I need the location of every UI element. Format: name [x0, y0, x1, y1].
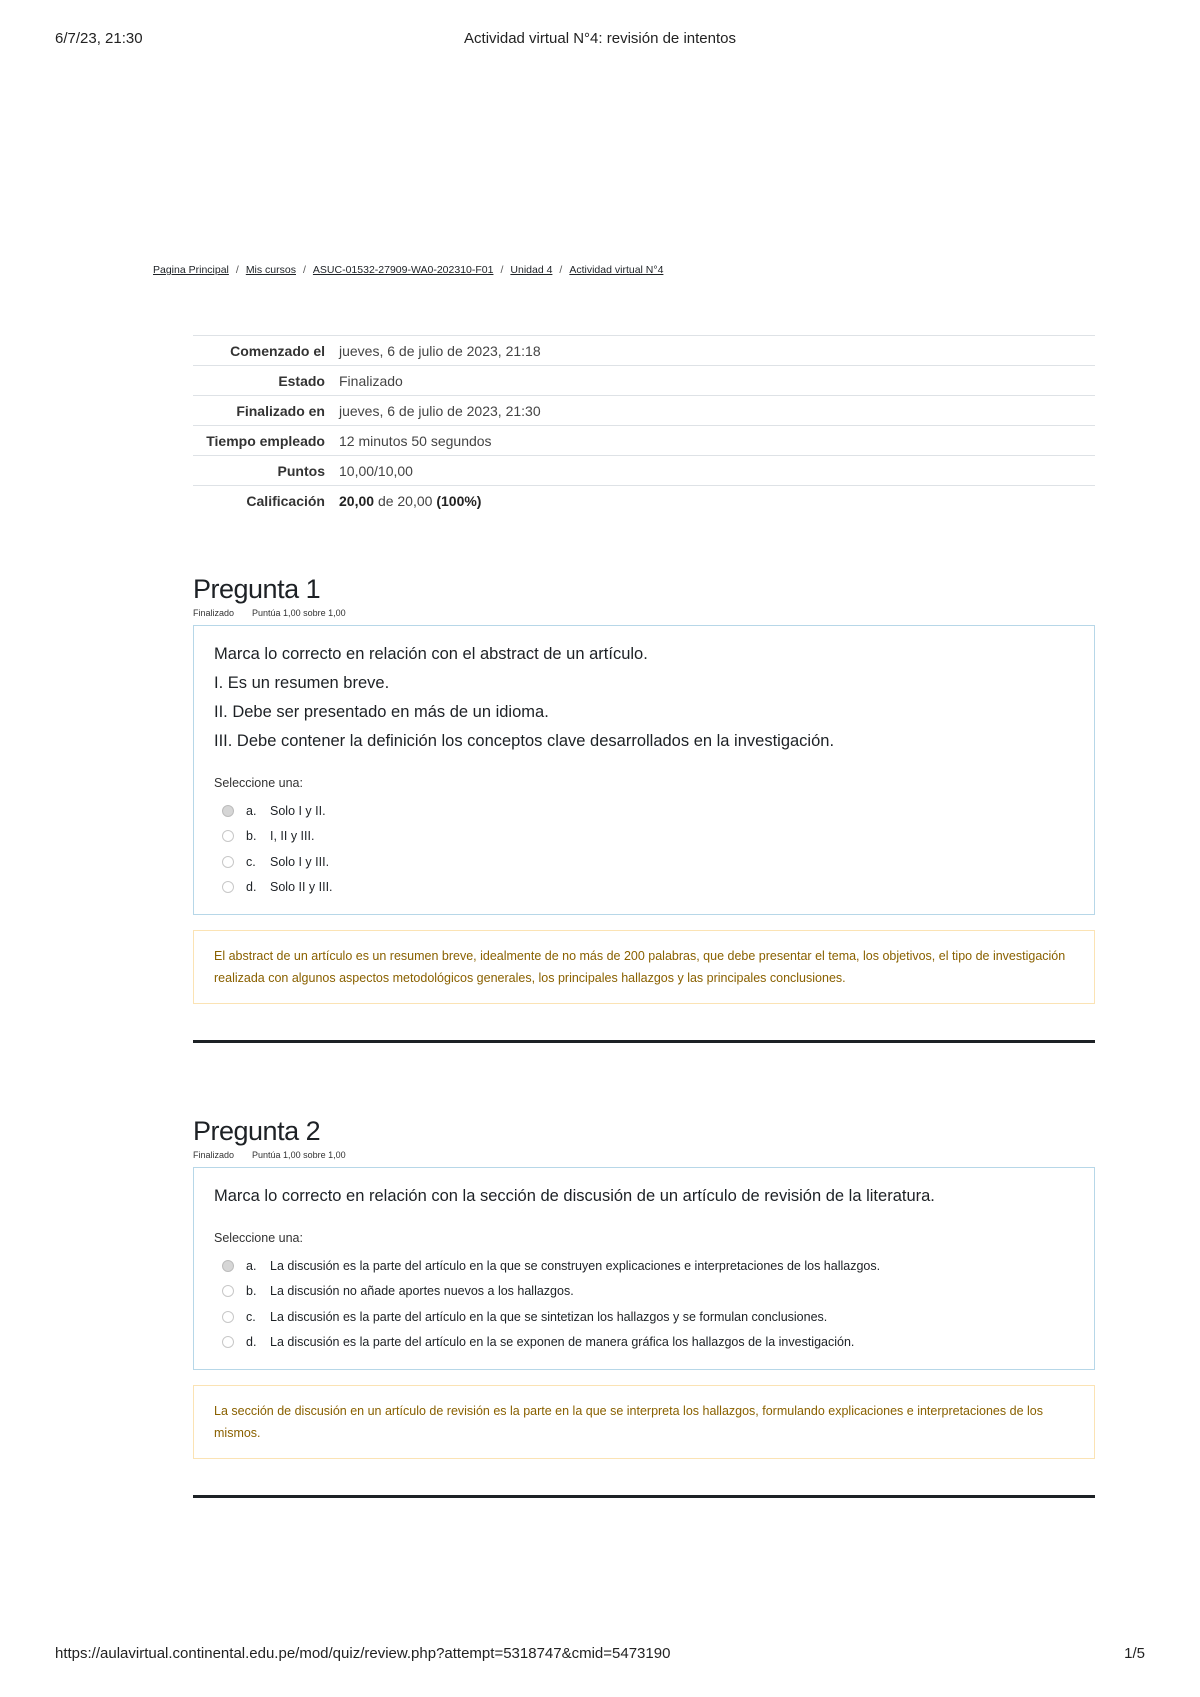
- answer-option-a[interactable]: [222, 798, 1074, 824]
- question-grade: Puntúa 1,00 sobre 1,00: [252, 608, 346, 618]
- question-2: [193, 1116, 1095, 1498]
- print-header: [55, 30, 1145, 52]
- question-text-line: Marca lo correcto en relación con el abstract de un artículo.: [214, 645, 648, 663]
- summary-row-grade: [193, 486, 1095, 516]
- print-page-title: Actividad virtual N°4: revisión de intentos: [464, 30, 736, 47]
- radio-icon[interactable]: [222, 881, 234, 893]
- summary-row-time-taken: [193, 426, 1095, 456]
- summary-label: Estado: [278, 373, 325, 389]
- question-text-line: III. Debe contener la definición los conceptos clave desarrollados en la investigación.: [214, 732, 835, 750]
- summary-row-started: [193, 336, 1095, 366]
- general-feedback: La sección de discusión en un artículo de revisión es la parte en la que se interpreta los hallazgos, formulando explicaciones e interpretaciones de los mismos.: [193, 1385, 1095, 1459]
- summary-label: Tiempo empleado: [206, 433, 325, 449]
- breadcrumb-my-courses[interactable]: Mis cursos: [245, 264, 296, 276]
- answer-option-a[interactable]: [222, 1253, 1074, 1279]
- summary-value: 12 minutos 50 segundos: [339, 433, 492, 449]
- option-letter: a.: [246, 1258, 257, 1273]
- option-text: Solo I y III.: [270, 854, 330, 869]
- radio-icon[interactable]: [222, 830, 234, 842]
- option-letter: c.: [246, 1309, 256, 1324]
- question-info: [193, 608, 1095, 618]
- grade-out-of: de 20,00: [377, 493, 433, 509]
- print-url: https://aulavirtual.continental.edu.pe/mod/quiz/review.php?attempt=5318747&cmid=5473190: [55, 1645, 671, 1662]
- breadcrumb-separator: /: [303, 264, 306, 276]
- summary-value: 10,00/10,00: [339, 463, 413, 479]
- breadcrumb: [153, 264, 663, 276]
- print-page-number: 1/5: [1124, 1645, 1145, 1662]
- option-text: La discusión no añade aportes nuevos a los hallazgos.: [270, 1284, 574, 1299]
- radio-selected-icon[interactable]: [222, 805, 234, 817]
- radio-icon[interactable]: [222, 856, 234, 868]
- option-text: Solo II y III.: [270, 880, 333, 895]
- grade-value: 20,00: [339, 493, 375, 509]
- radio-icon[interactable]: [222, 1285, 234, 1297]
- question-title: Pregunta 1: [193, 574, 321, 604]
- radio-icon[interactable]: [222, 1336, 234, 1348]
- option-text: I, II y III.: [270, 829, 315, 844]
- answer-option-c[interactable]: [222, 849, 1074, 875]
- question-state: Finalizado: [193, 608, 235, 618]
- summary-value: jueves, 6 de julio de 2023, 21:30: [339, 403, 541, 419]
- summary-row-state: [193, 366, 1095, 396]
- summary-value: [335, 486, 1095, 516]
- option-letter: c.: [246, 854, 256, 869]
- summary-row-marks: [193, 456, 1095, 486]
- question-grade: Puntúa 1,00 sobre 1,00: [252, 1150, 346, 1160]
- question-content: [193, 625, 1095, 915]
- answer-prompt: Seleccione una:: [214, 1231, 303, 1245]
- option-text: La discusión es la parte del artículo en la que se construyen explicaciones e interpretaciones de los hallazgos.: [270, 1258, 881, 1273]
- print-footer: [55, 1645, 1145, 1667]
- breadcrumb-separator: /: [559, 264, 563, 276]
- summary-label: Puntos: [277, 463, 325, 479]
- answer-options: [214, 798, 1074, 900]
- answer-option-d[interactable]: [222, 875, 1074, 901]
- answer-option-d[interactable]: [222, 1330, 1074, 1356]
- summary-row-finished: [193, 396, 1095, 426]
- option-letter: b.: [246, 1284, 257, 1299]
- question-text-line: Marca lo correcto en relación con la sección de discusión de un artículo de revisión de la literatura.: [214, 1187, 935, 1205]
- option-letter: a.: [246, 803, 257, 818]
- question-text-line: II. Debe ser presentado en más de un idioma.: [214, 703, 549, 721]
- question-divider: [193, 1040, 1095, 1043]
- breadcrumb-separator: /: [500, 264, 504, 276]
- question-title: Pregunta 2: [193, 1116, 321, 1146]
- attempt-summary-table: [193, 335, 1095, 515]
- breadcrumb-separator: /: [235, 264, 239, 276]
- question-state: Finalizado: [193, 1150, 235, 1160]
- option-letter: d.: [246, 880, 257, 895]
- question-info: [193, 1150, 1095, 1160]
- summary-label: Comenzado el: [230, 343, 325, 359]
- question-text: [214, 1186, 1074, 1207]
- option-letter: d.: [246, 1335, 257, 1350]
- summary-value: Finalizado: [339, 373, 403, 389]
- answer-option-b[interactable]: [222, 1279, 1074, 1305]
- option-text: La discusión es la parte del artículo en la se exponen de manera gráfica los hallazgos de la investigación.: [270, 1335, 855, 1350]
- summary-label: Calificación: [246, 493, 325, 509]
- radio-selected-icon[interactable]: [222, 1260, 234, 1272]
- breadcrumb-course[interactable]: ASUC-01532-27909-WA0-202310-F01: [312, 264, 494, 276]
- breadcrumb-home[interactable]: Pagina Principal: [153, 264, 229, 276]
- option-text: Solo I y II.: [270, 803, 326, 818]
- question-content: [193, 1167, 1095, 1370]
- grade-percent: (100%): [436, 493, 482, 509]
- summary-value: jueves, 6 de julio de 2023, 21:18: [339, 343, 541, 359]
- answer-options: [214, 1253, 1074, 1355]
- summary-label: Finalizado en: [236, 403, 325, 419]
- answer-option-c[interactable]: [222, 1304, 1074, 1330]
- radio-icon[interactable]: [222, 1311, 234, 1323]
- general-feedback: El abstract de un artículo es un resumen breve, idealmente de no más de 200 palabras, que debe presentar el tema, los objetivos, el tipo de investigación realizada con algunos aspectos metodológicos generales, los principales hallazgos y las principales conclusiones.: [193, 930, 1095, 1004]
- question-1: [193, 574, 1095, 1043]
- question-text-line: I. Es un resumen breve.: [214, 674, 390, 692]
- breadcrumb-activity[interactable]: Actividad virtual N°4: [569, 264, 664, 276]
- question-text: [214, 644, 1074, 752]
- option-letter: b.: [246, 829, 257, 844]
- answer-option-b[interactable]: [222, 824, 1074, 850]
- answer-prompt: Seleccione una:: [214, 776, 303, 790]
- option-text: La discusión es la parte del artículo en la que se sintetizan los hallazgos y se formulan conclusiones.: [270, 1309, 828, 1324]
- print-date: 6/7/23, 21:30: [55, 30, 143, 47]
- question-divider: [193, 1495, 1095, 1498]
- breadcrumb-unit[interactable]: Unidad 4: [510, 264, 553, 276]
